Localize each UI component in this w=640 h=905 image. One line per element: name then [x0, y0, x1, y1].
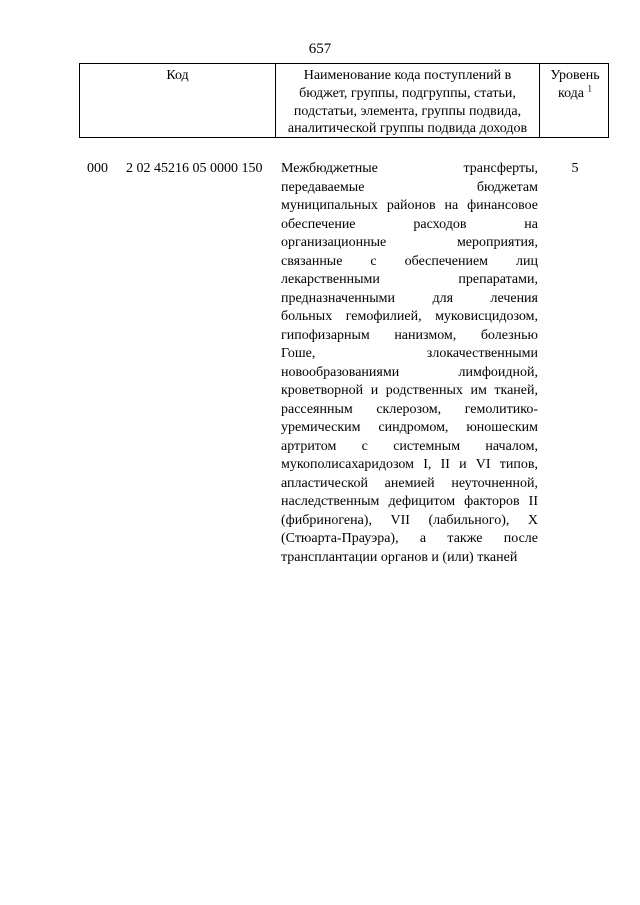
description-line: (Стюарта-Прауэра), а также после: [281, 531, 538, 546]
description-line: (фибриногена), VII (лабильного), X: [281, 512, 538, 528]
description-line: организационные мероприятия,: [281, 235, 538, 250]
description-line: артритом с системным началом,: [281, 438, 538, 454]
admin-code: 000: [87, 161, 108, 176]
header-level-column: [540, 64, 610, 137]
header-level-label: Уровень: [550, 68, 600, 83]
footnote-marker: 1: [587, 83, 593, 94]
header-name-line: аналитической группы подвида доходов: [287, 121, 528, 137]
description-line: передаваемые бюджетам: [281, 179, 538, 195]
header-level-label-2: кода: [557, 85, 585, 101]
description-line: рассеянным склерозом, гемолитико-: [281, 401, 538, 417]
description-line: апластической анемией неуточненной,: [281, 475, 538, 491]
description-line: гипофизарным нанизмом, болезнью: [281, 327, 538, 343]
header-name-line: Наименование кода поступлений в: [303, 68, 512, 83]
page-number: 657: [308, 41, 332, 57]
table-header: [79, 63, 609, 138]
description-line: лекарственными препаратами,: [281, 272, 538, 287]
description-line: Гоше, злокачественными: [281, 346, 538, 361]
description-line: связанные с обеспечением лиц: [281, 253, 538, 269]
description-line: муниципальных районов на финансовое: [281, 198, 538, 213]
description-line: трансплантации органов и (или) тканей: [281, 549, 518, 565]
description-line: предназначенными для лечения: [281, 290, 538, 306]
header-name-column: [276, 64, 540, 137]
header-name-line: подстатьи, элемента, группы подвида,: [293, 103, 522, 119]
description-line: уремическим синдромом, юношеским: [281, 420, 538, 435]
description-line: обеспечение расходов на: [281, 216, 538, 232]
budget-classification-code: 2 02 45216 05 0000 150: [126, 161, 263, 176]
code-level: 5: [571, 161, 579, 176]
header-code-column: Код: [80, 64, 276, 137]
description-line: Межбюджетные трансферты,: [281, 161, 538, 176]
description-line: мукополисахаридозом I, II и VI типов,: [281, 457, 538, 472]
description-line: новообразованиями лимфоидной,: [281, 364, 538, 380]
description-line: наследственным дефицитом факторов II: [281, 494, 538, 509]
description-line: больных гемофилией, муковисцидозом,: [281, 309, 538, 324]
income-description: [281, 160, 538, 567]
header-name-line: бюджет, группы, подгруппы, статьи,: [299, 85, 516, 101]
description-line: кроветворной и родственных им тканей,: [281, 383, 538, 398]
